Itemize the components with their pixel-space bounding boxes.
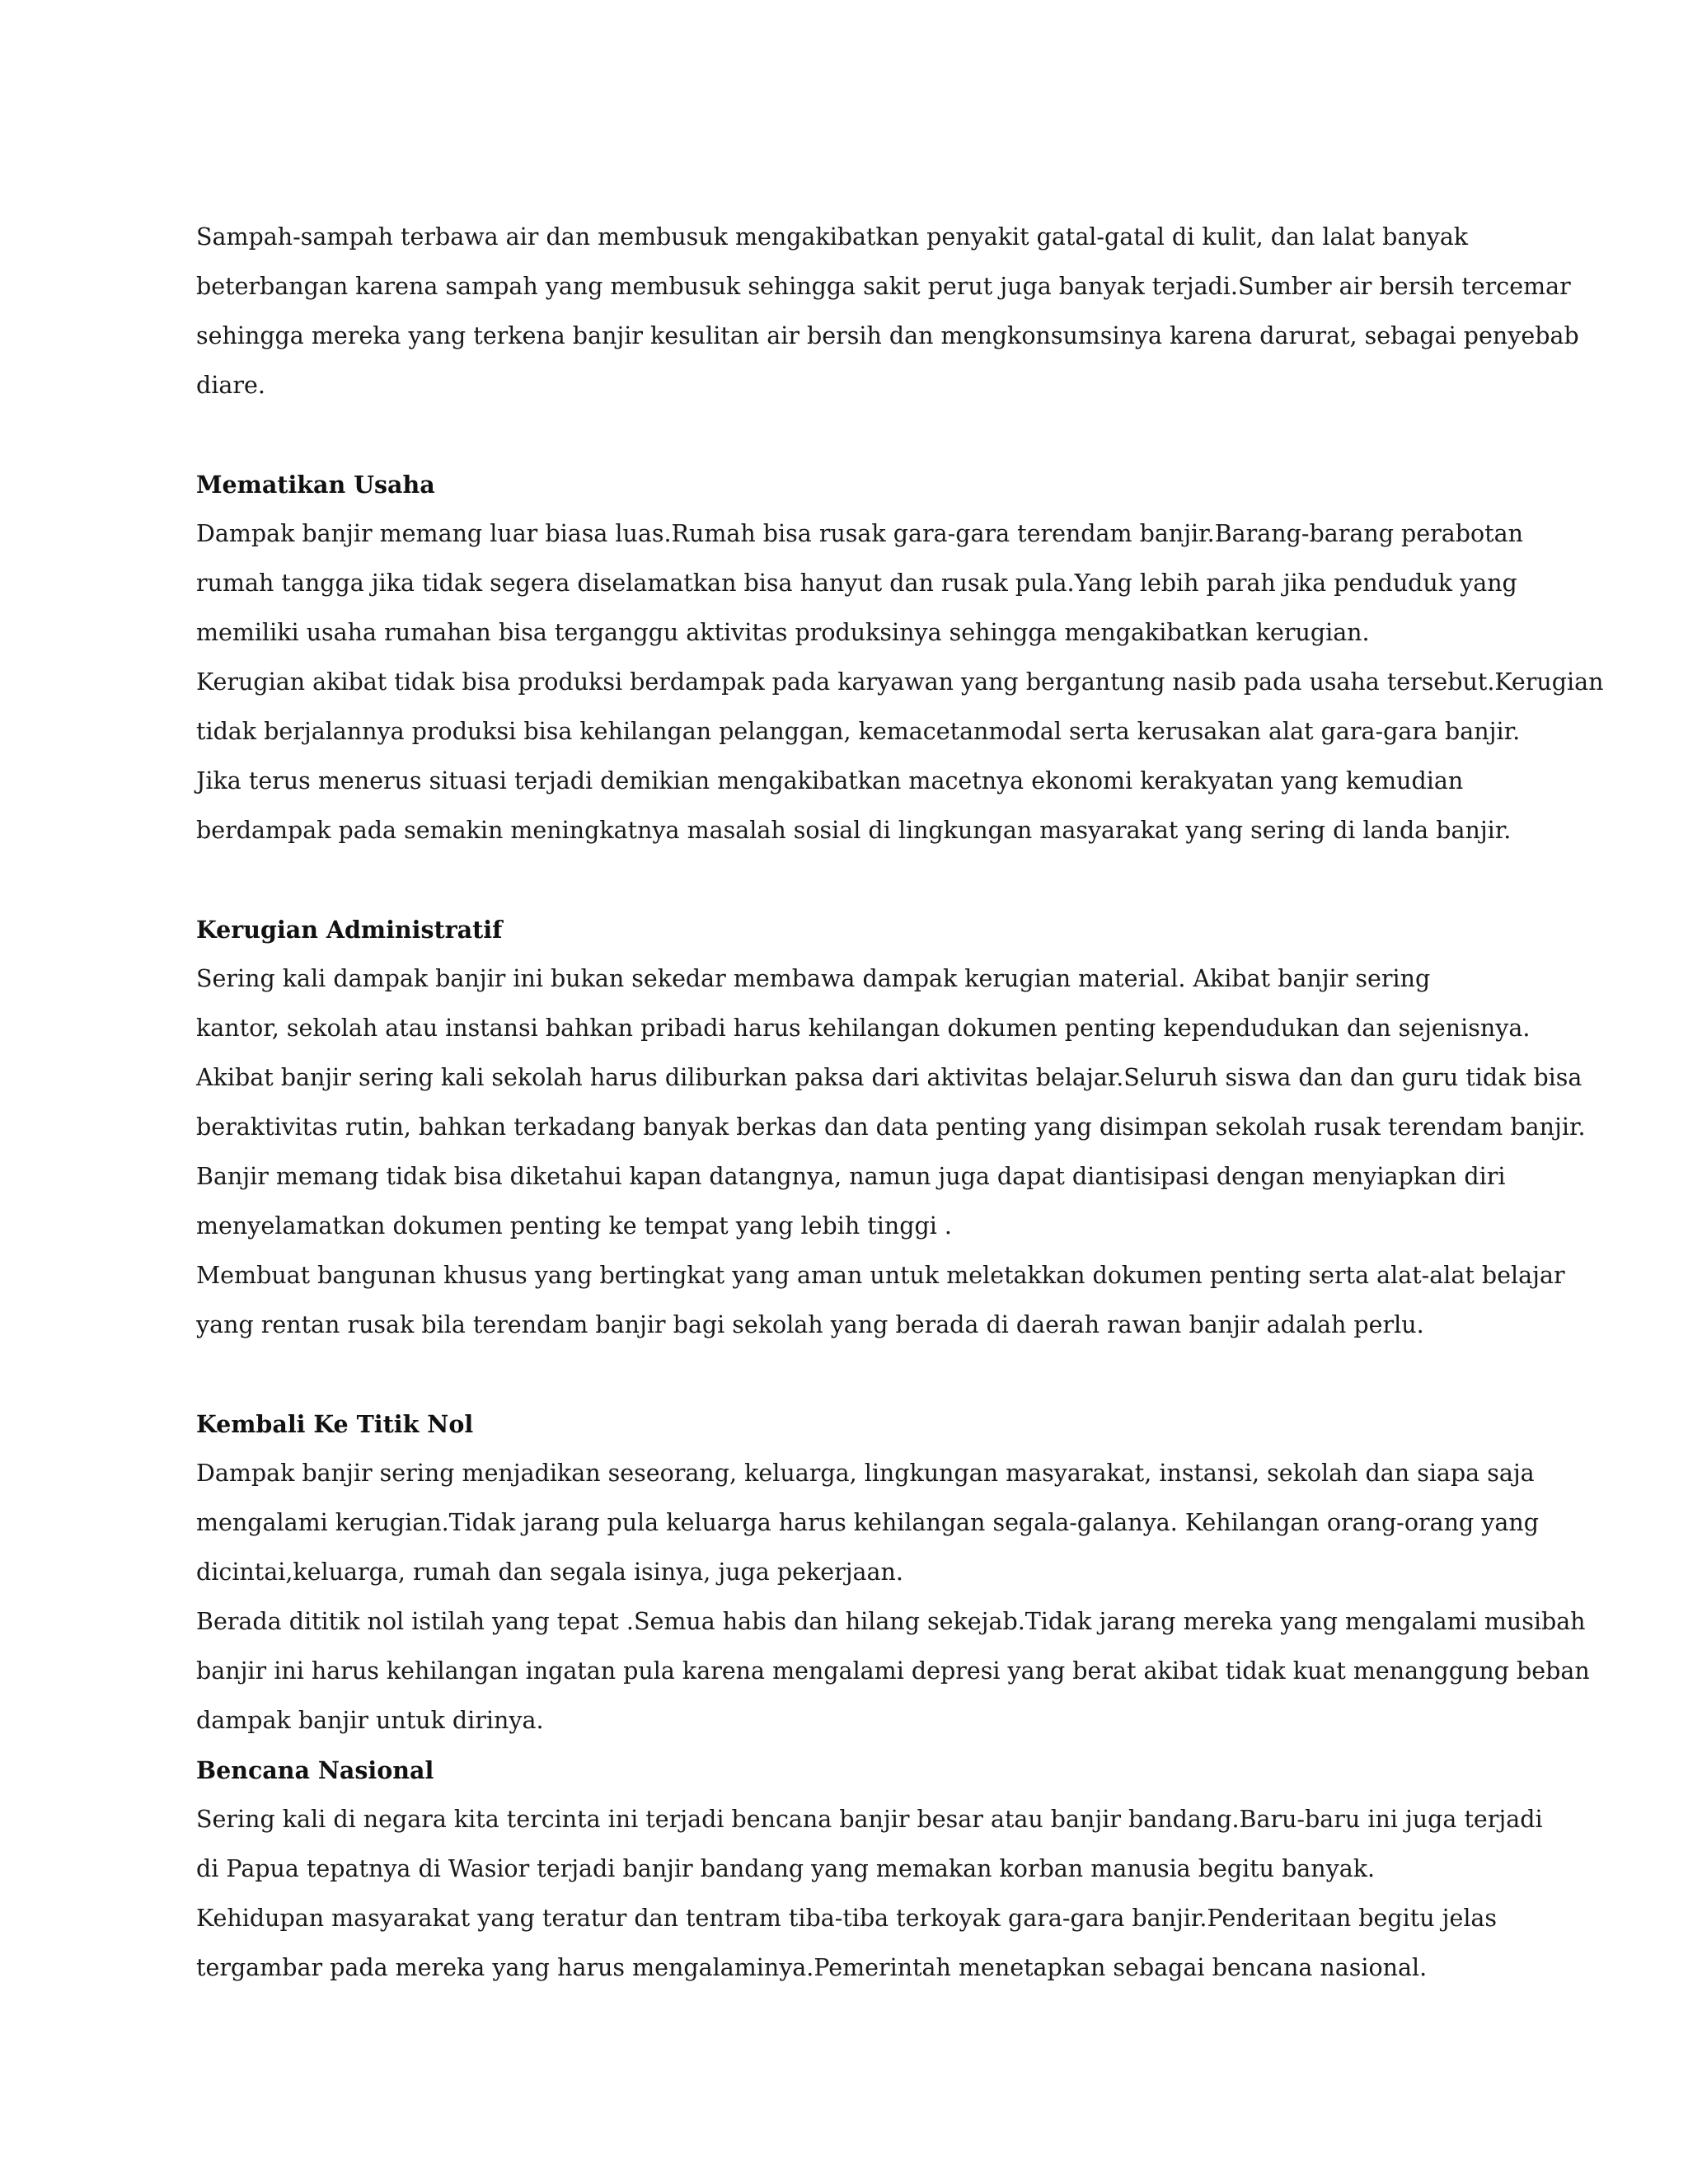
body-line: di Papua tepatnya di Wasior terjadi banjir bandang yang memakan korban manusia begitu banyak. (196, 1855, 1376, 1882)
body-line: Dampak banjir sering menjadikan seseorang, keluarga, lingkungan masyarakat, instansi, sekolah dan siapa saja (196, 1460, 1535, 1487)
body-line: beterbangan karena sampah yang membusuk sehingga sakit perut juga banyak terjadi.Sumber air bersih tercemar (196, 273, 1571, 300)
paragraph-spacer (196, 1350, 1498, 1399)
body-line: Akibat banjir sering kali sekolah harus diliburkan paksa dari aktivitas belajar.Seluruh siswa dan dan guru tidak bisa (196, 1064, 1582, 1091)
body-line: tidak berjalannya produksi bisa kehilangan pelanggan, kemacetanmodal serta kerusakan alat gara-gara banjir. (196, 718, 1521, 745)
body-line: banjir ini harus kehilangan ingatan pula karena mengalami depresi yang berat akibat tidak kuat menanggung beban (196, 1657, 1590, 1685)
body-line: Banjir memang tidak bisa diketahui kapan datangnya, namun juga dapat diantisipasi dengan menyiapkan diri (196, 1163, 1506, 1190)
body-line: yang rentan rusak bila terendam banjir bagi sekolah yang berada di daerah rawan banjir adalah perlu. (196, 1311, 1424, 1338)
body-line: Kehidupan masyarakat yang teratur dan tentram tiba-tiba terkoyak gara-gara banjir.Penderitaan begitu jelas (196, 1905, 1498, 1932)
section-bencana-nasional (196, 1746, 1543, 1993)
body-line: Sering kali di negara kita tercinta ini terjadi bencana banjir besar atau banjir bandang.Baru-baru ini juga terjadi (196, 1806, 1543, 1833)
section-mematikan-usaha (196, 460, 1604, 855)
paragraph-spacer (196, 855, 1498, 905)
body-line: dampak banjir untuk dirinya. (196, 1707, 544, 1734)
body-line: menyelamatkan dokumen penting ke tempat yang lebih tinggi . (196, 1212, 952, 1240)
body-line: Dampak banjir memang luar biasa luas.Rumah bisa rusak gara-gara terendam banjir.Barang-barang perabotan (196, 520, 1523, 547)
body-line: Jika terus menerus situasi terjadi demikian mengakibatkan macetnya ekonomi kerakyatan yang kemudian (196, 767, 1464, 794)
document-body (196, 213, 1604, 1993)
body-line: Kerugian akibat tidak bisa produksi berdampak pada karyawan yang bergantung nasib pada usaha tersebut.Kerugian (196, 668, 1604, 696)
body-line: berdampak pada semakin meningkatnya masalah sosial di lingkungan masyarakat yang sering di landa banjir. (196, 817, 1512, 844)
body-line: diare. (196, 372, 265, 399)
body-line: dicintai,keluarga, rumah dan segala isinya, juga pekerjaan. (196, 1558, 903, 1586)
body-line: Berada dititik nol istilah yang tepat .Semua habis dan hilang sekejab.Tidak jarang mereka yang mengalami musibah (196, 1608, 1586, 1635)
section-heading: Kerugian Administratif (196, 916, 503, 944)
body-line: Sampah-sampah terbawa air dan membusuk mengakibatkan penyakit gatal-gatal di kulit, dan lalat banyak (196, 223, 1469, 251)
body-line: kantor, sekolah atau instansi bahkan pribadi harus kehilangan dokumen penting kependudukan dan sejenisnya. (196, 1015, 1531, 1042)
section-heading: Bencana Nasional (196, 1756, 434, 1784)
body-line: mengalami kerugian.Tidak jarang pula keluarga harus kehilangan segala-galanya. Kehilangan orang-orang yang (196, 1509, 1539, 1536)
body-line: beraktivitas rutin, bahkan terkadang banyak berkas dan data penting yang disimpan sekolah rusak terendam banjir. (196, 1113, 1586, 1141)
body-line: Membuat bangunan khusus yang bertingkat yang aman untuk meletakkan dokumen penting serta alat-alat belajar (196, 1262, 1565, 1289)
body-line: rumah tangga jika tidak segera diselamatkan bisa hanyut dan rusak pula.Yang lebih parah jika penduduk yang (196, 569, 1517, 597)
body-line: sehingga mereka yang terkena banjir kesulitan air bersih dan mengkonsumsinya karena darurat, sebagai penyebab (196, 322, 1579, 349)
body-line: memiliki usaha rumahan bisa terganggu aktivitas produksinya sehingga mengakibatkan kerugian. (196, 619, 1370, 646)
paragraph-spacer (196, 410, 1498, 460)
section-heading: Kembali Ke Titik Nol (196, 1410, 474, 1438)
section-heading: Mematikan Usaha (196, 471, 435, 499)
section-kembali-ke-titik-nol (196, 1399, 1590, 1746)
section-kerugian-administratif (196, 905, 1586, 1350)
intro-paragraph (196, 213, 1579, 410)
body-line: Sering kali dampak banjir ini bukan sekedar membawa dampak kerugian material. Akibat banjir sering (196, 965, 1431, 992)
body-line: tergambar pada mereka yang harus mengalaminya.Pemerintah menetapkan sebagai bencana nasional. (196, 1954, 1428, 1981)
